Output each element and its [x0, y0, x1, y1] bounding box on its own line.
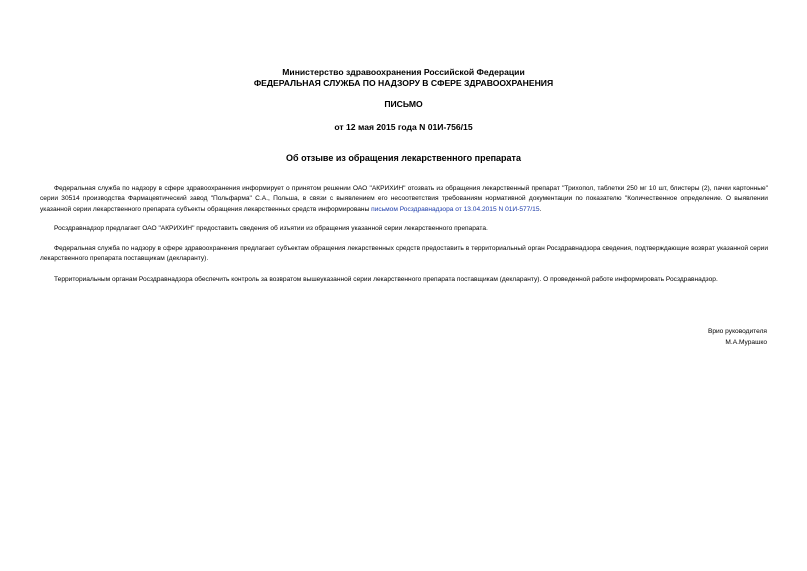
paragraph-recall-decision	[40, 184, 768, 215]
reference-letter-link[interactable]: письмом Росздравнадзора от 13.04.2015 N 01И-577/15	[371, 205, 540, 213]
document-type: ПИСЬМО	[384, 99, 423, 109]
paragraph-return-confirmation: Федеральная служба по надзору в сфере здравоохранения предлагает субъектам обращения лекарственных средств предоставить в территориальный орган Росздравнадзора сведения, подтверждающие возврат указанной серии лекарственного препарата поставщикам (декларанту).	[40, 245, 768, 263]
service-name: ФЕДЕРАЛЬНАЯ СЛУЖБА ПО НАДЗОРУ В СФЕРЕ ЗДРАВООХРАНЕНИЯ	[253, 78, 554, 88]
document-subject: Об отзыве из обращения лекарственного препарата	[286, 153, 521, 163]
paragraph-control: Территориальным органам Росздравнадзора обеспечить контроль за возвратом вышеуказанной серии лекарственного препарата поставщикам (декларанту). О проведенной работе информировать Росздравнадзор.	[54, 276, 718, 283]
ministry-name: Министерство здравоохранения Российской Федерации	[282, 67, 525, 77]
paragraph-withdrawal-info: Росздравнадзор предлагает ОАО "АКРИХИН" предоставить сведения об изъятии из обращения указанной серии лекарственного препарата.	[54, 225, 488, 232]
paragraph-recall-text: Федеральная служба по надзору в сфере здравоохранения информирует о принятом решении ОАО "АКРИХИН" отозвать из обращения лекарственный препарат "Трихопол, таблетки 250 мг 10 шт, блистеры (2), пачки картонные" серии 30514 производства Фармацевтический завод "Польфарма" С.А., Польша, в связи с выявлением его несоответствия требованиям нормативной документации по показателю "Количественное определение. О выявлении указанной серии лекарственного препарата субъекты обращения лекарственных средств информированы	[40, 185, 768, 213]
document-date-number: от 12 мая 2015 года N 01И-756/15	[334, 122, 473, 132]
signature-name: М.А.Мурашко	[725, 339, 767, 346]
signature-title: Врио руководителя	[707, 328, 767, 335]
paragraph-recall-end: .	[539, 205, 542, 213]
